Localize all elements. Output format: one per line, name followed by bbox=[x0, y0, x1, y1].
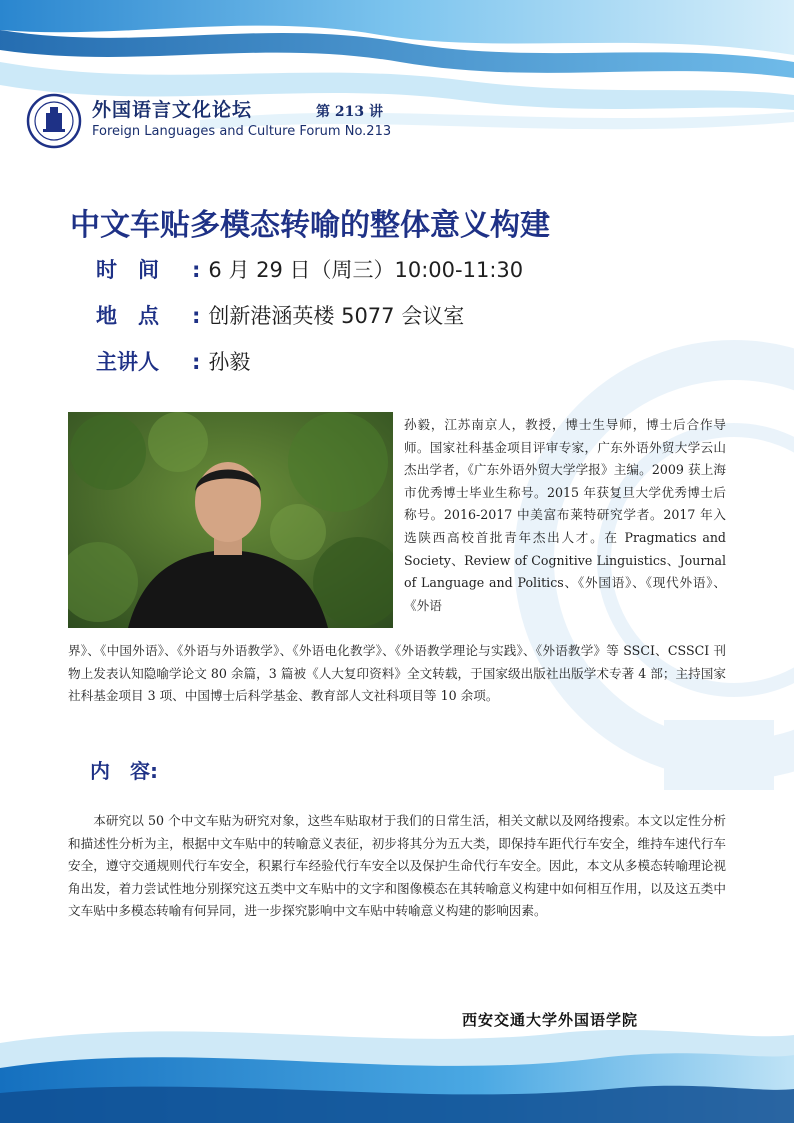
bottom-wave-decoration bbox=[0, 1013, 794, 1123]
speaker-photo bbox=[68, 412, 393, 628]
speaker-row bbox=[96, 345, 250, 379]
lecture-number: 第 213 讲 bbox=[316, 104, 383, 120]
place-row bbox=[96, 299, 464, 333]
content-heading: 内 容: bbox=[90, 759, 158, 783]
organizer-name: 西安交通大学外国语学院 bbox=[462, 1011, 639, 1029]
forum-name-cn: 外国语言文化论坛 bbox=[92, 99, 253, 121]
forum-name-en: Foreign Languages and Culture Forum No.213 bbox=[92, 124, 392, 139]
place-label: 地 点 bbox=[96, 304, 159, 328]
speaker-colon: : bbox=[192, 350, 201, 374]
speaker-label: 主讲人 bbox=[96, 350, 159, 374]
content-body: 本研究以 50 个中文车贴为研究对象，这些车贴取材于我们的日常生活，相关文献以及网络搜索。本文以定性分析和描述性分析为主，根据中文车贴中的转喻意义表征，初步将其分为五大类，即保持车距代行车安全，维持车速代行车安全，遵守交通规则代行车安全，积累行车经验代行车安全以及保护生命代行车安全。因此，本文从多模态转喻理论视角出发，着力尝试性地分别探究这五类中文车贴中的文字和图像模态在其转喻意义构建中如何相互作用，以及这五类中文车贴中多模态转喻有何异同，进一步探究影响中文车贴中转喻意义构建的影响因素。 bbox=[68, 813, 726, 919]
speaker-value: 孙毅 bbox=[208, 350, 251, 374]
speaker-bio-continued: 界》、《中国外语》、《外语与外语教学》、《外语电化教学》、《外语教学理论与实践》、《外语教学》等 SSCI、CSSCI 刊物上发表认知隐喻学论文 80 余篇，3 篇被《人大复印资料》全文转载，于国家级出版社出版学术专著 4 部；主持国家社科基金项目 3 项、中国博士后科学基金、教育部人文社科项目等 10 余项。 bbox=[68, 643, 726, 704]
place-value: 创新港涵英楼 5077 会议室 bbox=[208, 304, 465, 328]
university-logo bbox=[26, 93, 82, 149]
time-colon: : bbox=[192, 258, 201, 282]
time-label: 时 间 bbox=[96, 258, 159, 282]
place-colon: : bbox=[192, 304, 201, 328]
time-row bbox=[96, 253, 523, 287]
speaker-bio-column: 孙毅，江苏南京人，教授，博士生导师，博士后合作导师。国家社科基金项目评审专家，广东外语外贸大学云山杰出学者，《广东外语外贸大学学报》主编。2009 获上海市优秀博士毕业生称号。2015 年获复旦大学优秀博士后称号。2016-2017 中美富布莱特研究学者。2017 年入选陕西高校首批青年杰出人才。在 Pragmatics and Society、Review of Cognitive Linguistics、Journal of Language and Politics、《外国语》、《现代外语》、《外语 bbox=[404, 417, 726, 613]
lecture-title: 中文车贴多模态转喻的整体意义构建 bbox=[70, 208, 550, 243]
time-value: 6 月 29 日（周三）10:00-11:30 bbox=[208, 258, 524, 282]
